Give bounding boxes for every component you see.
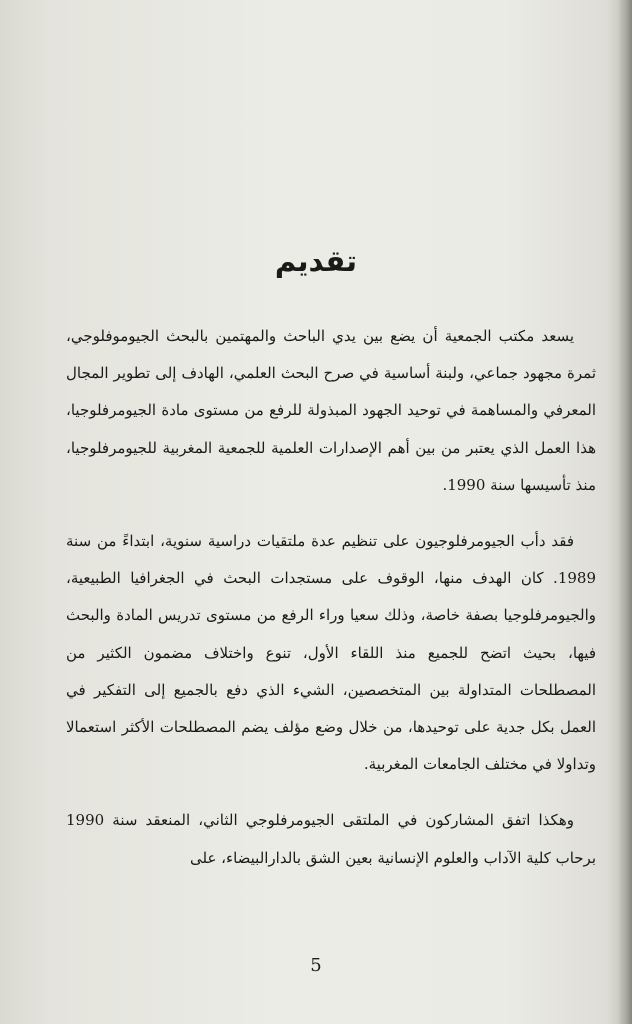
page-number: 5 [310, 955, 322, 976]
page-title: تقديم [274, 244, 358, 279]
paragraph-1: يسعد مكتب الجمعية أن يضع بين يدي الباحث والمهتمين بالبحث الجيوموفلوجي، ثمرة مجهود جماعي، ولبنة أساسية في صرح البحث العلمي، الهادف إلى تطوير المجال المعرفي والمساهمة في توحيد الجهود المبذولة للرفع من مستوى مادة الجيومرفلوجيا، هذا العمل الذي يعتبر من بين أهم الإصدارات العلمية للجمعية المغربية للجيومرفلوجيا، منذ تأسيسها سنة 1990. [66, 327, 596, 494]
paragraph-2: فقد دأب الجيومرفلوجيون على تنظيم عدة ملتقيات دراسية سنوية، ابتداءً من سنة 1989. كان الهدف منها، الوقوف على مستجدات البحث في الجغرافيا الطبيعية، والجيومرفلوجيا بصفة خاصة، وذلك سعيا وراء الرفع من مستوى تدريس المادة والبحث فيها، بحيث اتضح للجميع منذ اللقاء الأول، تنوع واختلاف مضمون الكثير من المصطلحات المتداولة بين المتخصصين، الشيء الذي دفع بالجميع إلى التفكير في العمل بكل جدية على توحيدها، من خلال وضع مؤلف يضم المصطلحات الأكثر استعمالا وتداولا في مختلف الجامعات المغربية. [66, 532, 596, 774]
page-spine-shadow [618, 0, 632, 1024]
body-text [66, 318, 596, 877]
paragraph-3: وهكذا اتفق المشاركون في الملتقى الجيومرفلوجي الثاني، المنعقد سنة 1990 برحاب كلية الآداب والعلوم الإنسانية بعين الشق بالدارالبيضاء، على [66, 811, 596, 867]
